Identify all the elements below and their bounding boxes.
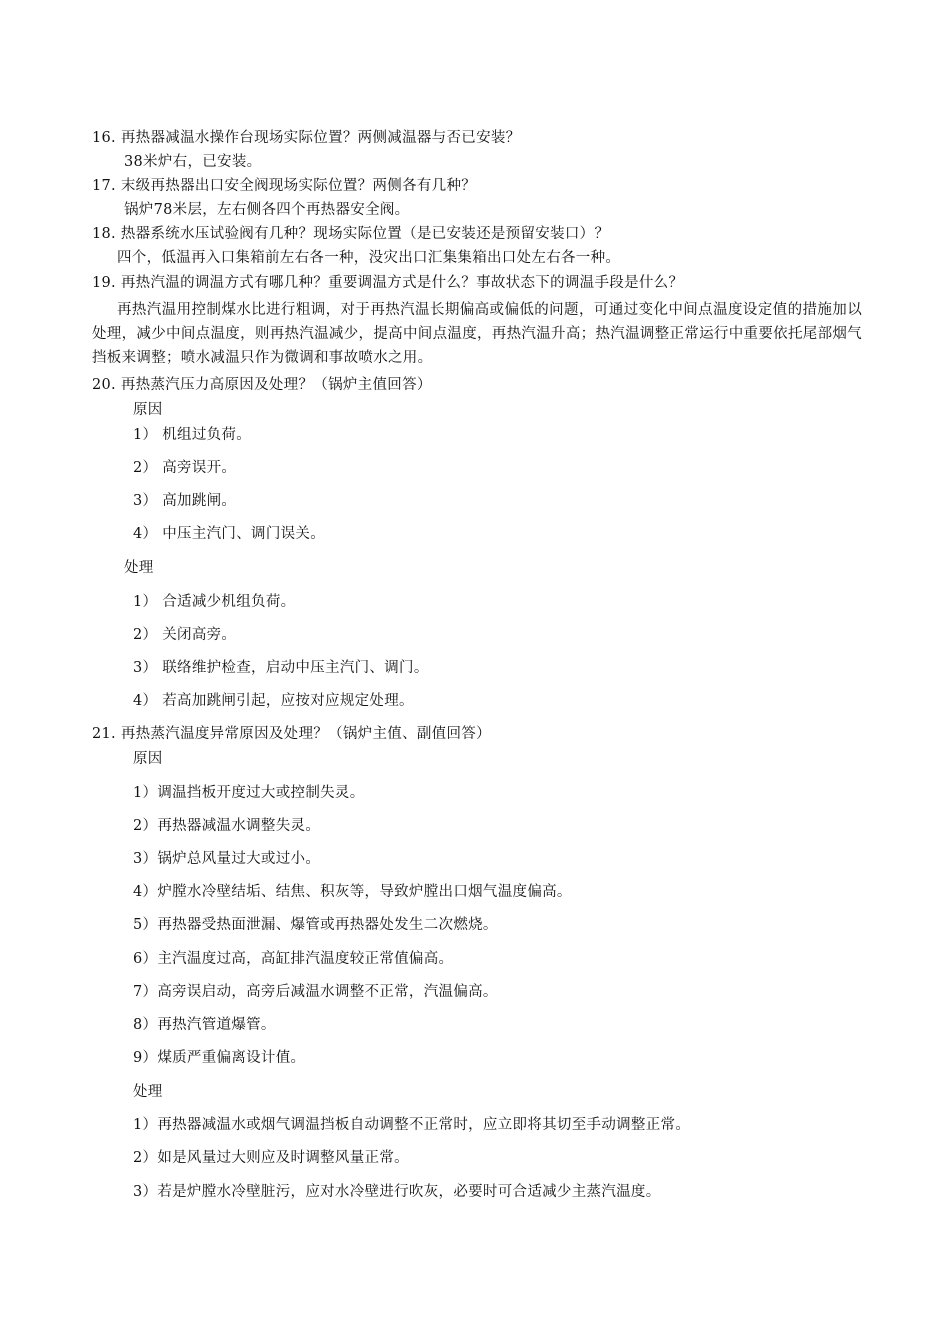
q21-cause-item: 9）煤质严重偏离设计值。 [133,1050,306,1066]
q21-cause-item: 5）再热器受热面泄漏、爆管或再热器处发生二次燃烧。 [133,917,498,933]
question-17: 17. 末级再热器出口安全阀现场实际位置？两侧各有几种？ [92,178,477,194]
q20-handling-item: 1） 合适减少机组负荷。 [133,594,296,610]
q20-cause-heading: 原因 [133,402,163,418]
q21-cause-item: 6）主汽温度过高，高缸排汽温度较正常值偏高。 [133,951,454,967]
q21-cause-item: 1）调温挡板开度过大或控制失灵。 [133,785,365,801]
q21-cause-item: 3）锅炉总风量过大或过小。 [133,851,321,867]
q21-cause-item: 8）再热汽管道爆管。 [133,1017,276,1033]
q21-handling-item: 3）若是炉膛水冷壁脏污，应对水冷壁进行吹灰，必要时可合适减少主蒸汽温度。 [133,1184,661,1200]
q20-handling-item: 2） 关闭高旁。 [133,627,237,643]
q21-cause-item: 2）再热器减温水调整失灵。 [133,818,321,834]
q20-handling-item: 3） 联络维护检查，启动中压主汽门、调门。 [133,660,429,676]
q21-handling-item: 2）如是风量过大则应及时调整风量正常。 [133,1150,409,1166]
q20-cause-item: 1） 机组过负荷。 [133,427,252,443]
q21-handling-heading: 处理 [133,1084,163,1100]
q20-cause-item: 3） 高加跳闸。 [133,493,237,509]
q21-cause-item: 4）炉膛水冷壁结垢、结焦、积灰等，导致炉膛出口烟气温度偏高。 [133,884,572,900]
question-20: 20. 再热蒸汽压力高原因及处理？（锅炉主值回答） [92,377,432,393]
question-21: 21. 再热蒸汽温度异常原因及处理？（锅炉主值、副值回答） [92,726,491,742]
q21-cause-heading: 原因 [133,751,163,767]
q20-handling-item: 4） 若高加跳闸引起，应按对应规定处理。 [133,693,414,709]
answer-18: 四个，低温再入口集箱前左右各一种，没灾出口汇集集箱出口处左右各一种。 [117,250,621,266]
question-18: 18. 热器系统水压试验阀有几种？现场实际位置（是已安装还是预留安装口）？ [92,226,610,242]
q20-handling-heading: 处理 [124,560,154,576]
question-16: 16. 再热器减温水操作台现场实际位置？两侧减温器与否已安装？ [92,130,521,146]
q21-handling-item: 1）再热器减温水或烟气调温挡板自动调整不正常时，应立即将其切至手动调整正常。 [133,1117,691,1133]
q21-cause-item: 7）高旁误启动，高旁后减温水调整不正常，汽温偏高。 [133,984,498,1000]
q20-cause-item: 2） 高旁误开。 [133,460,237,476]
answer-17: 锅炉78米层，左右侧各四个再热器安全阀。 [124,202,410,218]
answer-16: 38米炉右，已安装。 [124,154,262,170]
q20-cause-item: 4） 中压主汽门、调门误关。 [133,526,326,542]
answer-19-paragraph: 再热汽温用控制煤水比进行粗调，对于再热汽温长期偏高或偏低的问题，可通过变化中间点温度设定值的措施加以处理，减少中间点温度，则再热汽温减少，提高中间点温度，再热汽温升高；热汽温调整正常运行中重要依托尾部烟气挡板来调整；喷水减温只作为微调和事故喷水之用。 [92,302,862,366]
question-19: 19. 再热汽温的调温方式有哪几种？重要调温方式是什么？事故状态下的调温手段是什么？ [92,275,684,291]
